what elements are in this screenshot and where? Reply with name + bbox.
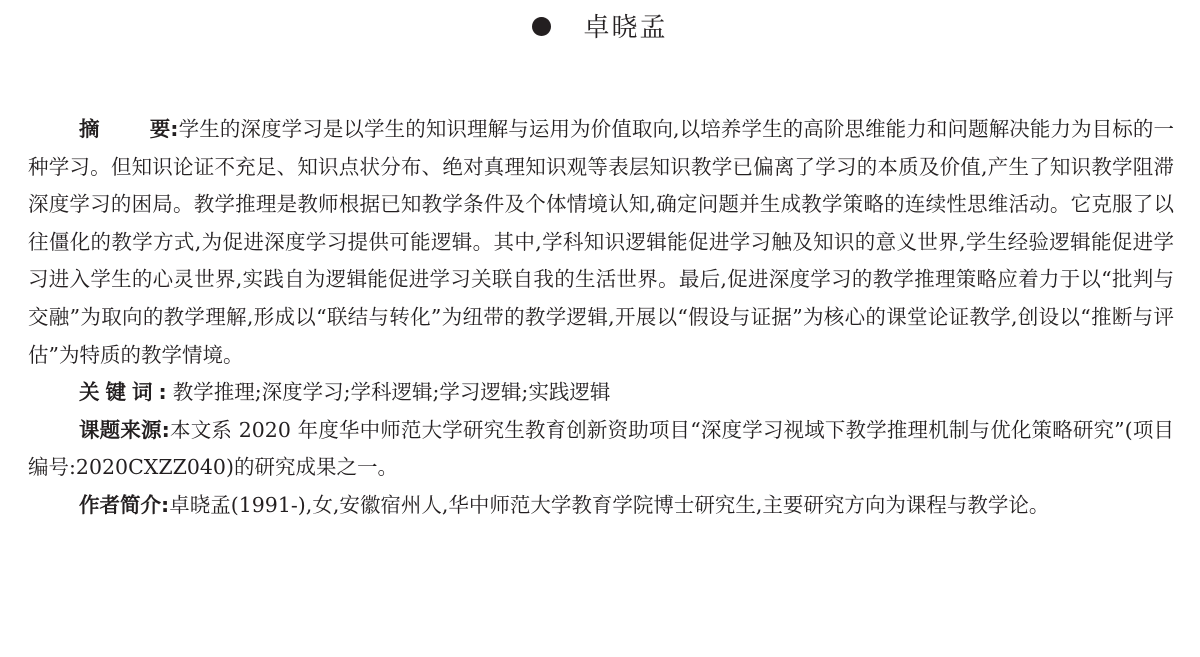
keywords-paragraph <box>28 374 1174 412</box>
keywords-label: 关键词: <box>79 380 173 405</box>
abstract-section <box>28 111 1174 525</box>
abstract-label-part2: 要: <box>149 117 179 141</box>
author-line <box>0 8 1200 48</box>
author-bio-label: 作者简介: <box>79 492 170 517</box>
author-name: 卓晓孟 <box>583 13 668 43</box>
abstract-label <box>79 117 179 141</box>
funding-text: 本文系 2020 年度华中师范大学研究生教育创新资助项目“深度学习视域下教学推理机制与优化策略研究”(项目编号:2020CXZZ040)的研究成果之一。 <box>28 417 1174 480</box>
abstract-label-part1: 摘 <box>79 117 100 141</box>
abstract-text: 学生的深度学习是以学生的知识理解与运用为价值取向,以培养学生的高阶思维能力和问题解决能力为目标的一种学习。但知识论证不充足、知识点状分布、绝对真理知识观等表层知识教学已偏离了学习的本质及价值,产生了知识教学阻滞深度学习的困局。教学推理是教师根据已知教学条件及个体情境认知,确定问题并生成教学策略的连续性思维活动。它克服了以往僵化的教学方式,为促进深度学习提供可能逻辑。其中,学科知识逻辑能促进学习触及知识的意义世界,学生经验逻辑能促进学习进入学生的心灵世界,实践自为逻辑能促进学习关联自我的生活世界。最后,促进深度学习的教学推理策略应着力于以“批判与交融”为取向的教学理解,形成以“联结与转化”为纽带的教学逻辑,开展以“假设与证据”为核心的课堂论证教学,创设以“推断与评估”为特质的教学情境。 <box>28 117 1175 367</box>
author-bio-text: 卓晓孟(1991-),女,安徽宿州人,华中师范大学教育学院博士研究生,主要研究方向为课程与教学论。 <box>169 492 1050 517</box>
author-bio-paragraph <box>28 487 1174 525</box>
abstract-paragraph <box>28 111 1174 374</box>
funding-paragraph <box>28 412 1174 487</box>
keywords-text: 教学推理;深度学习;学科逻辑;学习逻辑;实践逻辑 <box>172 380 611 405</box>
bullet-icon <box>532 17 551 36</box>
funding-label: 课题来源: <box>79 417 170 442</box>
